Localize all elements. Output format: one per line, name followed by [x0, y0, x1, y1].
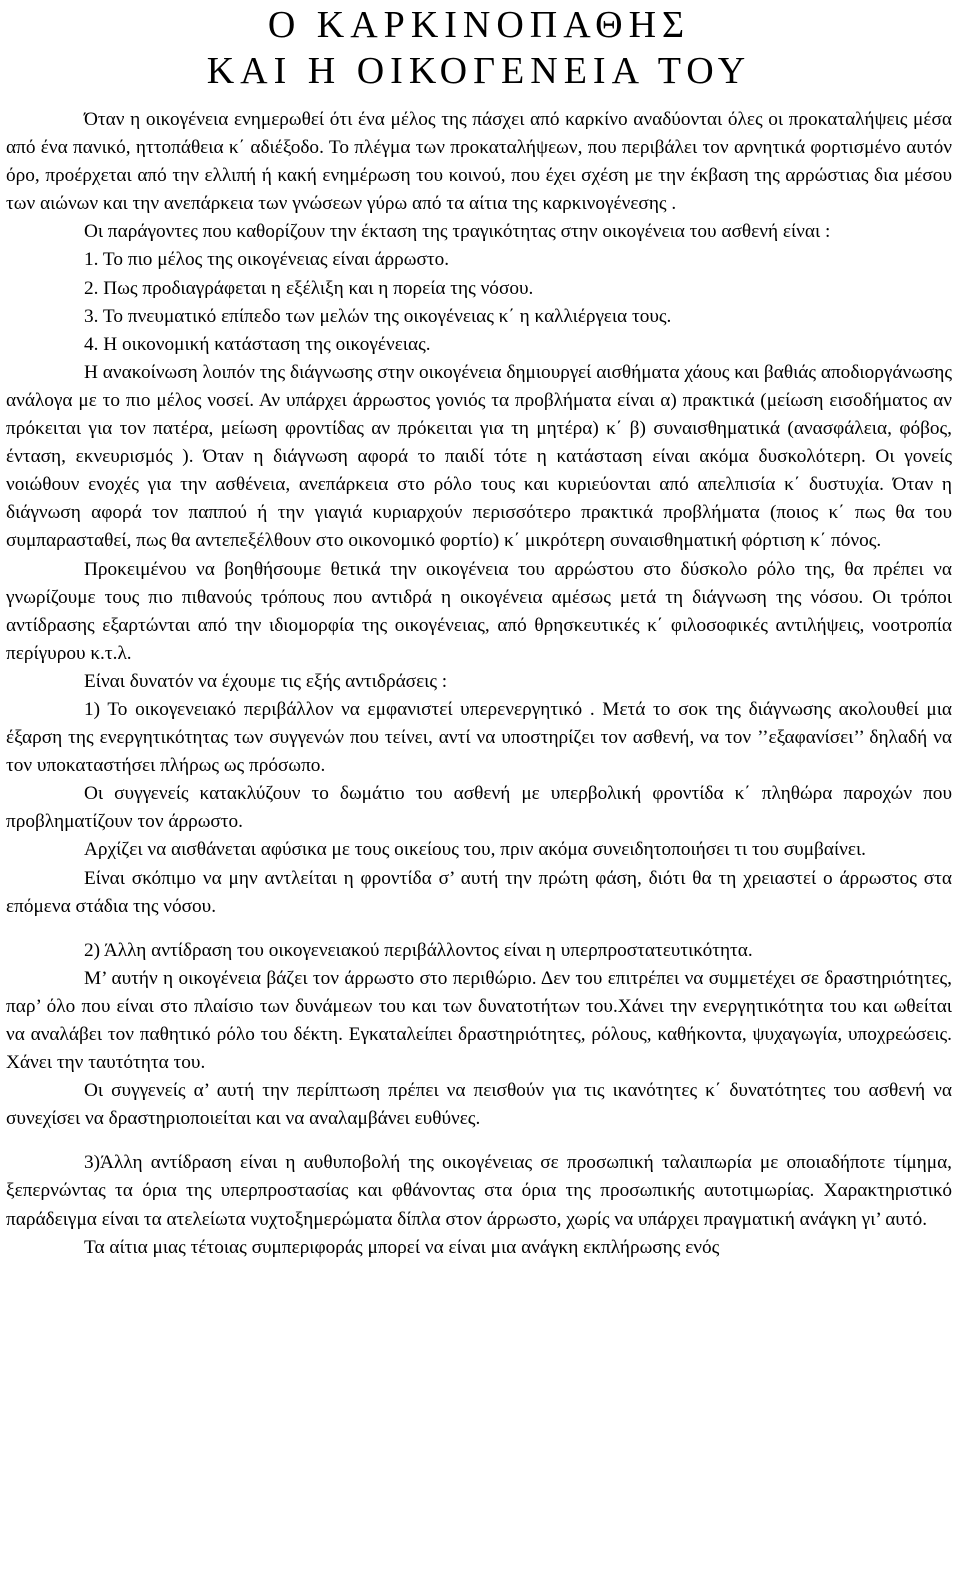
paragraph-causes: Τα αίτια μιας τέτοιας συμπεριφοράς μπορεί να είναι μια ανάγκη εκπλήρωσης ενός — [84, 1236, 720, 1258]
document-title-line-2: ΚΑΙ Η ΟΙΚΟΓΕΝΕΙΑ ΤΟΥ — [206, 50, 752, 92]
paragraph-patient-feels: Αρχίζει να αισθάνεται αφύσικα με τους οικείους του, πριν ακόμα συνειδητοποιήσει τι του συμβαίνει. — [84, 839, 866, 861]
paragraph-spacer — [6, 1133, 952, 1149]
paragraph-reaction-1: 1) Το οικογενειακό περιβάλλον να εμφανιστεί υπερενεργητικό . Μετά το σοκ της διάγνωσης ακολουθεί μια έξαρση της ενεργητικότητας των συγγενών που τείνει, αντί να υποστηρίζει τον ασθενή, να τον ’’εξαφανίσει’’ δηλαδή να τον υποκαταστήσει πλήρως ως πρόσωπο. — [6, 698, 952, 777]
paragraph-relatives-overwhelm: Οι συγγενείς κατακλύζουν το δωμάτιο του ασθενή με υπερβολική φροντίδα κ΄ πληθώρα παροχών που προβληματίζουν τον άρρωστο. — [6, 783, 952, 833]
list-item-factor-2: 2. Πως προδιαγράφεται η εξέλιξη και η πορεία της νόσου. — [84, 277, 534, 299]
paragraph-reaction-3: 3)Άλλη αντίδραση είναι η αυθυποβολή της οικογένειας σε προσωπική ταλαιπωρία με οποιαδήποτε τίμημα, ξεπερνώντας τα όρια της υπερπροστασίας και φθάνοντας στα όρια της προσωπικής αυτοτιμωρίας. Χαρακτηριστικό παράδειγμα είναι τα ατελείωτα νυχτοξημερώματα δίπλα στον άρρωστο, χωρίς να υπάρχει πραγματική ανάγκη γι’ αυτό. — [6, 1152, 952, 1230]
paragraph-diagnosis-announcement: Η ανακοίνωση λοιπόν της διάγνωσης στην οικογένεια δημιουργεί αισθήματα χάους και βαθιάς αποδιοργάνωσης ανάλογα με το πιο μέλος νοσεί. Αν υπάρχει άρρωστος γονιός τα προβλήματα είναι α) πρακτικά (μείωση εισοδήματος αν πρόκειται για τον πατέρα, μείωση φροντίδας αν πρόκειται για τη μητέρα) κ΄ β) συναισθηματικά (ανασφάλεια, φόβος, ένταση, εκνευρισμός ). Όταν η διάγνωση αφορά το παιδί τότε η κατάσταση είναι ακόμα δυσκολότερη. Οι γονείς νοιώθουν ενοχές για την ασθένεια, ανεπάρκεια στο ρόλο τους και κυριεύονται από απελπισία κ΄ δυστυχία. Όταν η διάγνωση αφορά τον παππού ή την γιαγιά κυριαρχούν περισσότερο πρακτικά προβλήματα (ποιος κ΄ πως θα του συμπαρασταθεί, πως θα αντεπεξέλθουν στο οικονομικό φορτίο) κ΄ μικρότερη συναισθηματική φόρτιση κ΄ πόνος. — [6, 361, 952, 552]
title-block — [6, 0, 952, 94]
paragraph-reactions-intro: Είναι δυνατόν να έχουμε τις εξής αντιδράσεις : — [84, 670, 448, 692]
paragraph-factors-intro: Οι παράγοντες που καθορίζουν την έκταση της τραγικότητας στην οικογένεια του ασθενή είναι : — [84, 221, 831, 243]
list-item-factor-3: 3. Το πνευματικό επίπεδο των μελών της οικογένειας κ΄ η καλλιέργεια τους. — [84, 305, 672, 327]
paragraph-marginalization: Μ’ αυτήν η οικογένεια βάζει τον άρρωστο στο περιθώριο. Δεν του επιτρέπει να συμμετέχει σε δραστηριότητες, παρ’ όλο που είναι στο πλαίσιο των δυνάμεων του και των δυνατοτήτων του.Χάνει την ενεργητικότητα του και ωθείται να αναλάβει τον παθητικό ρόλο του δέκτη. Εγκαταλείπει δραστηριότητες, ρόλους, καθήκοντα, ψυχαγωγία, υποχρεώσεις. Χάνει την ταυτότητα του. — [6, 967, 952, 1074]
list-item-factor-4: 4. Η οικονομική κατάσταση της οικογένειας. — [84, 333, 431, 355]
paragraph-care-advice: Είναι σκόπιμο να μην αντλείται η φροντίδα σ’ αυτή την πρώτη φάση, διότι θα τη χρειαστεί ο άρρωστος στα επόμενα στάδια της νόσου. — [6, 867, 952, 917]
paragraph-spacer — [6, 921, 952, 937]
document-page — [6, 0, 952, 1262]
document-title-line-1: Ο ΚΑΡΚΙΝΟΠΑΘΗΣ — [267, 4, 691, 46]
paragraph-reaction-2: 2) Άλλη αντίδραση του οικογενειακού περιβάλλοντος είναι η υπερπροστατευτικότητα. — [84, 939, 753, 961]
paragraph-helping-family: Προκειμένου να βοηθήσουμε θετικά την οικογένεια του αρρώστου στο δύσκολο ρόλο της, θα πρέπει να γνωρίζουμε τους πιο πιθανούς τρόπους που αντιδρά η οικογένεια αμέσως μετά τη διάγνωση της νόσου. Οι τρόποι αντίδρασης εξαρτώνται από την ιδιομορφία της οικογένειας, από θρησκευτικές κ΄ φιλοσοφικές αντιλήψεις, νοοτροπία περίγυρου κ.τ.λ. — [6, 558, 952, 664]
paragraph-relatives-persuaded: Οι συγγενείς α’ αυτή την περίπτωση πρέπει να πεισθούν για τις ικανότητες κ΄ δυνατότητες του ασθενή να συνεχίσει να δραστηριοποιείται και να αναλαμβάνει ευθύνες. — [6, 1080, 952, 1130]
list-item-factor-1: 1. Το πιο μέλος της οικογένειας είναι άρρωστο. — [84, 249, 450, 271]
paragraph-intro: Όταν η οικογένεια ενημερωθεί ότι ένα μέλος της πάσχει από καρκίνο αναδύονται όλες οι προκαταλήψεις μέσα από ένα πανικό, ηττοπάθεια κ΄ αδιέξοδο. Το πλέγμα των προκαταλήψεων, που περιβάλει τον αρνητικά φορτισμένο αυτόν όρο, προέρχεται από την ελλιπή ή κακή ενημέρωση του κοινού, που έχει σχέση με την έκβαση της αρρώστιας δια μέσου των αιώνων και την ανεπάρκεια των γνώσεων γύρω από τα αίτια της καρκινογένεσης . — [6, 109, 952, 215]
